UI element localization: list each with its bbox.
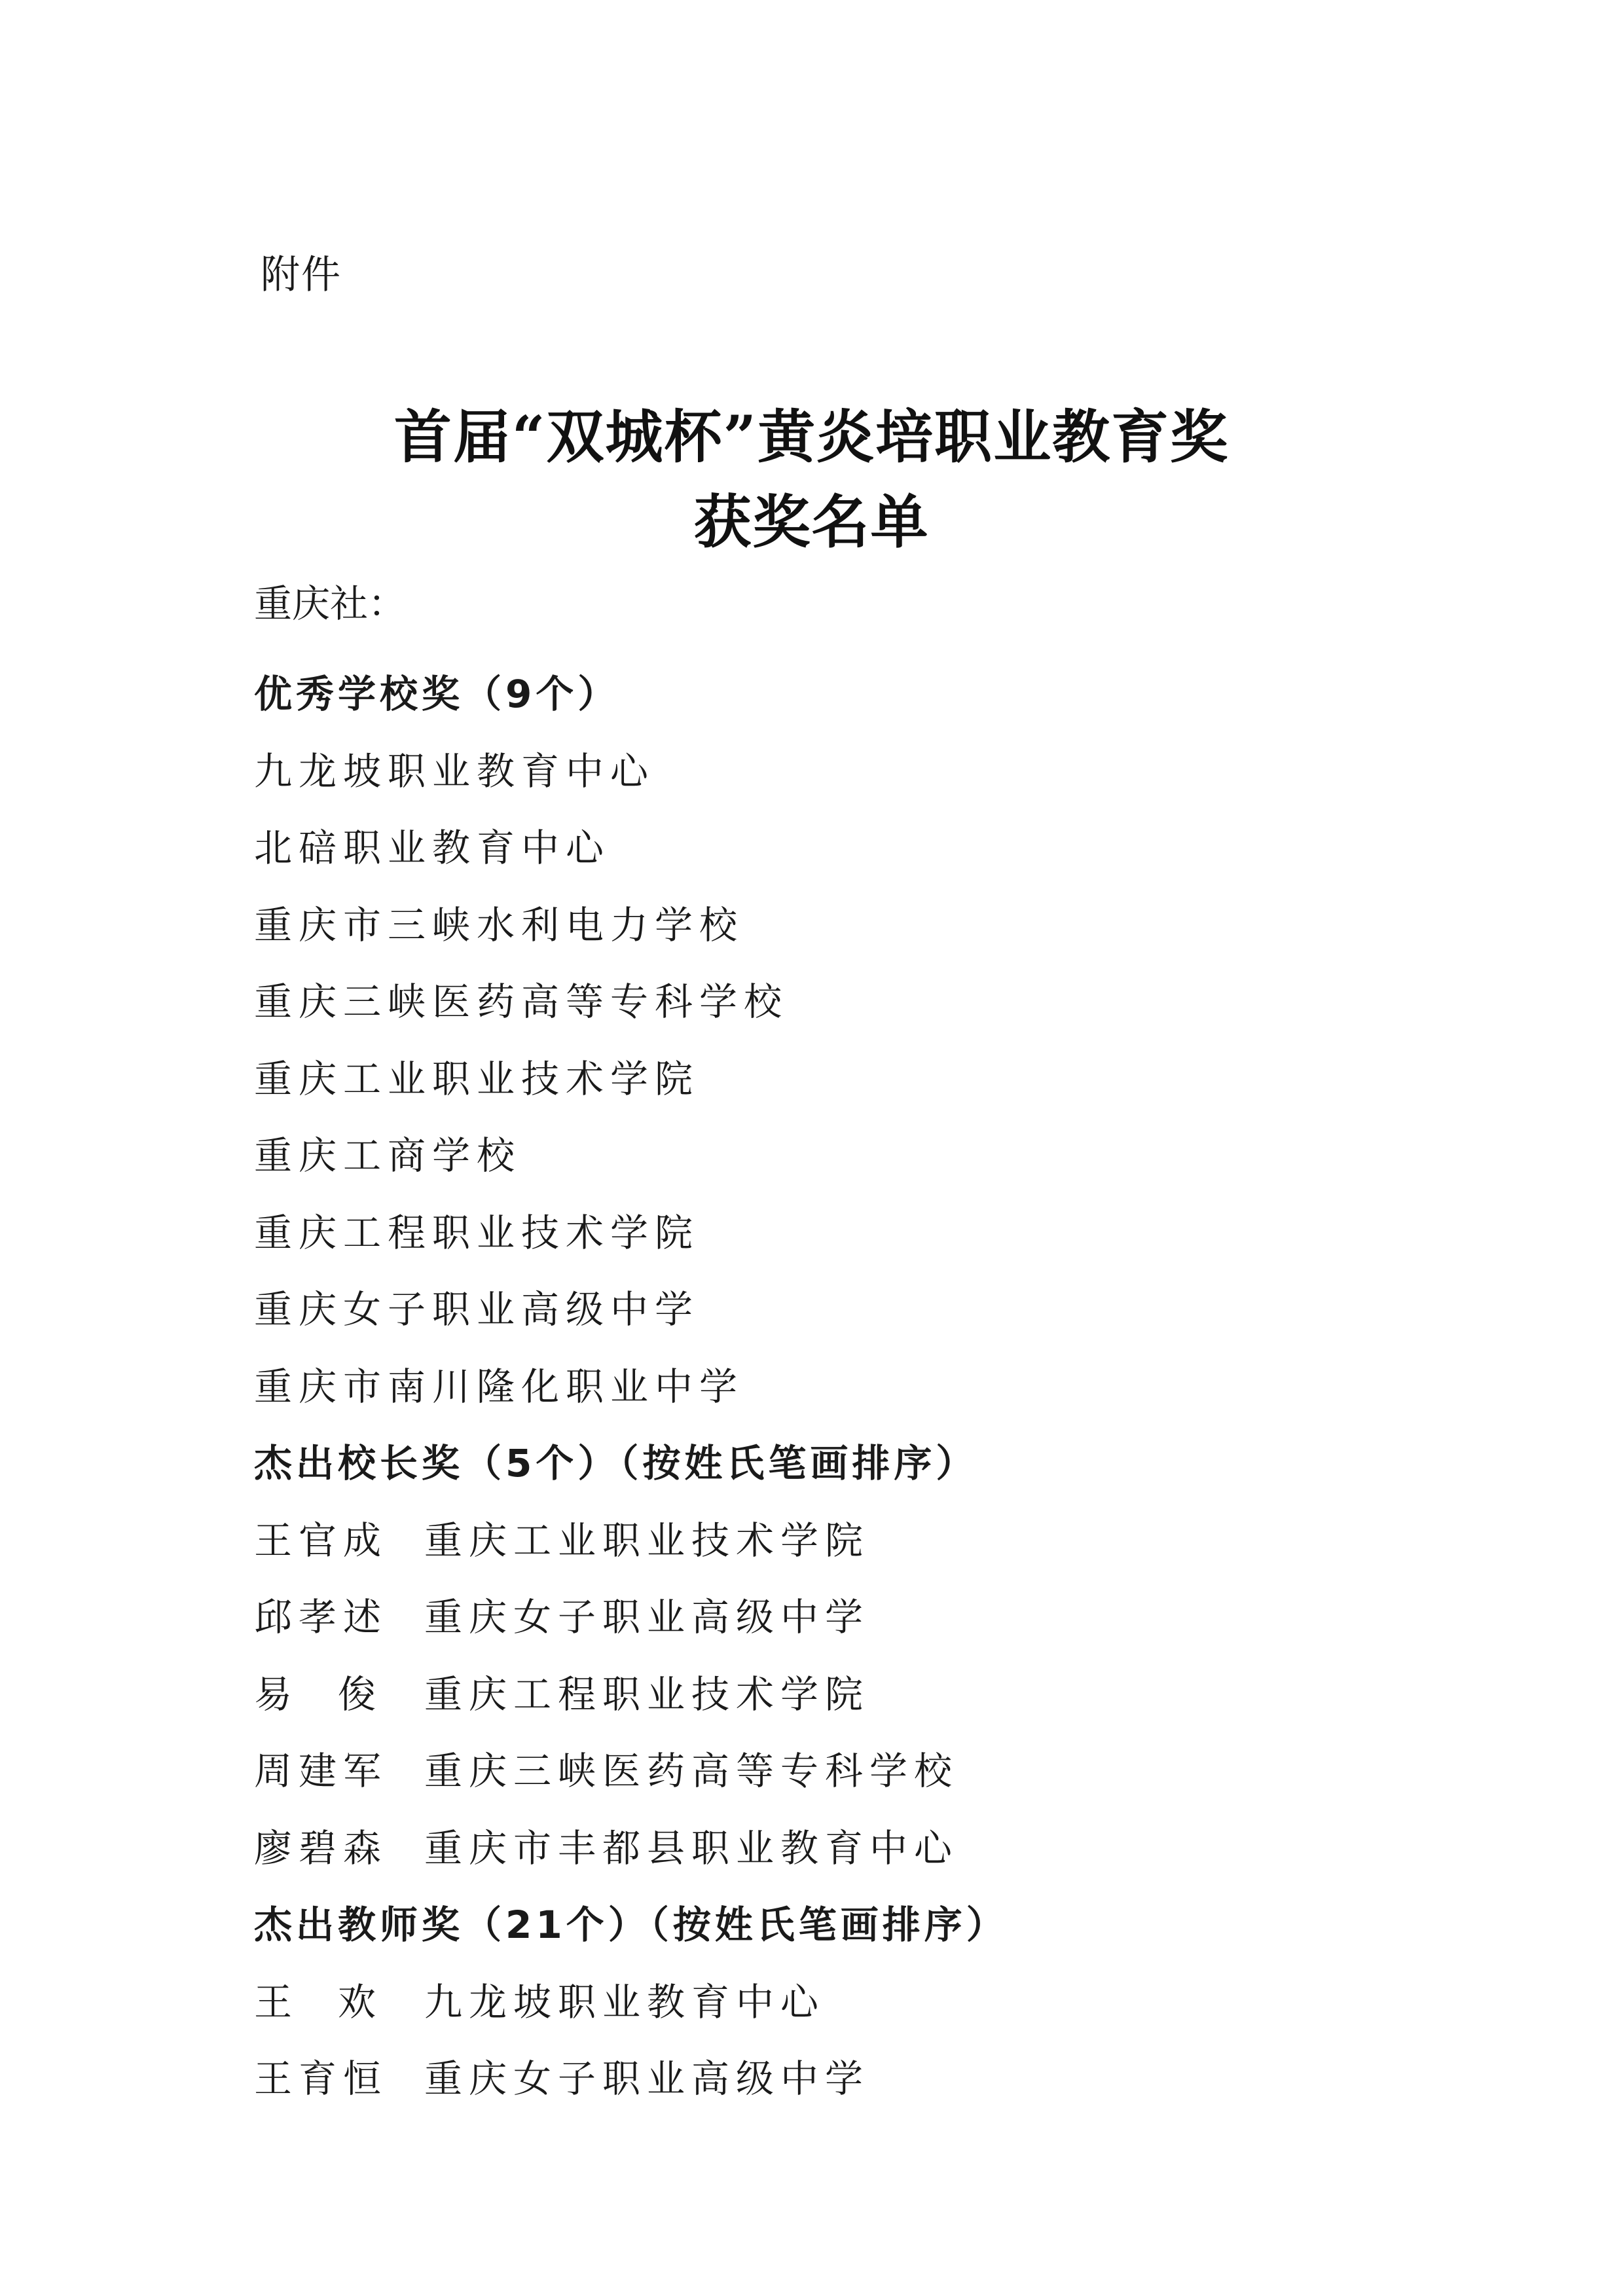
school-item: 重庆市三峡水利电力学校: [254, 902, 744, 947]
principal-org: 重庆女子职业高级中学: [424, 1595, 870, 1639]
principal-item: [254, 1656, 1008, 1734]
principal-item: [254, 1810, 1008, 1887]
principal-name: 廖碧森: [254, 1825, 388, 1870]
teacher-item: [254, 2041, 1008, 2118]
principal-org: 重庆工程职业技术学院: [424, 1671, 870, 1717]
school-item: 重庆工业职业技术学院: [254, 1056, 700, 1101]
principal-name: 易俊: [254, 1671, 422, 1717]
section-heading-teachers: 杰出教师奖（21个）（按姓氏笔画排序）: [254, 1903, 1008, 1947]
section-heading-schools: 优秀学校奖（9个）: [254, 672, 620, 716]
principal-name: 王官成: [254, 1518, 388, 1563]
principal-org: 重庆工业职业技术学院: [424, 1518, 870, 1563]
principal-item: [254, 1579, 1008, 1656]
document-title-line1: 首届“双城杯”黄炎培职业教育奖: [393, 403, 1230, 471]
publisher-label: 重庆社：: [254, 581, 407, 626]
teacher-name: 王欢: [254, 1979, 422, 2024]
principal-item: [254, 1503, 1008, 1580]
principal-name: 周建军: [254, 1749, 388, 1793]
teacher-org: 九龙坡职业教育中心: [424, 1979, 826, 2024]
principal-org: 重庆三峡医药高等专科学校: [424, 1749, 959, 1793]
school-item: 重庆工程职业技术学院: [254, 1210, 700, 1255]
school-item: 九龙坡职业教育中心: [254, 748, 655, 793]
attachment-label: 附件: [261, 252, 342, 298]
teacher-item: [254, 1964, 1008, 2041]
document-title-line2: 获奖名单: [693, 488, 930, 556]
school-item: 重庆三峡医药高等专科学校: [254, 979, 789, 1024]
school-item: 重庆市南川隆化职业中学: [254, 1364, 744, 1409]
principal-name: 邱孝述: [254, 1595, 388, 1639]
principal-org: 重庆市丰都县职业教育中心: [424, 1825, 959, 1870]
teacher-name: 王育恒: [254, 2056, 388, 2101]
principal-item: [254, 1733, 1008, 1810]
school-item: 重庆工商学校: [254, 1133, 522, 1178]
school-item: 北碚职业教育中心: [254, 826, 611, 870]
award-list: [254, 656, 1008, 2118]
section-heading-principals: 杰出校长奖（5个）（按姓氏笔画排序）: [254, 1441, 978, 1485]
school-item: 重庆女子职业高级中学: [254, 1287, 700, 1332]
teacher-org: 重庆女子职业高级中学: [424, 2056, 870, 2101]
